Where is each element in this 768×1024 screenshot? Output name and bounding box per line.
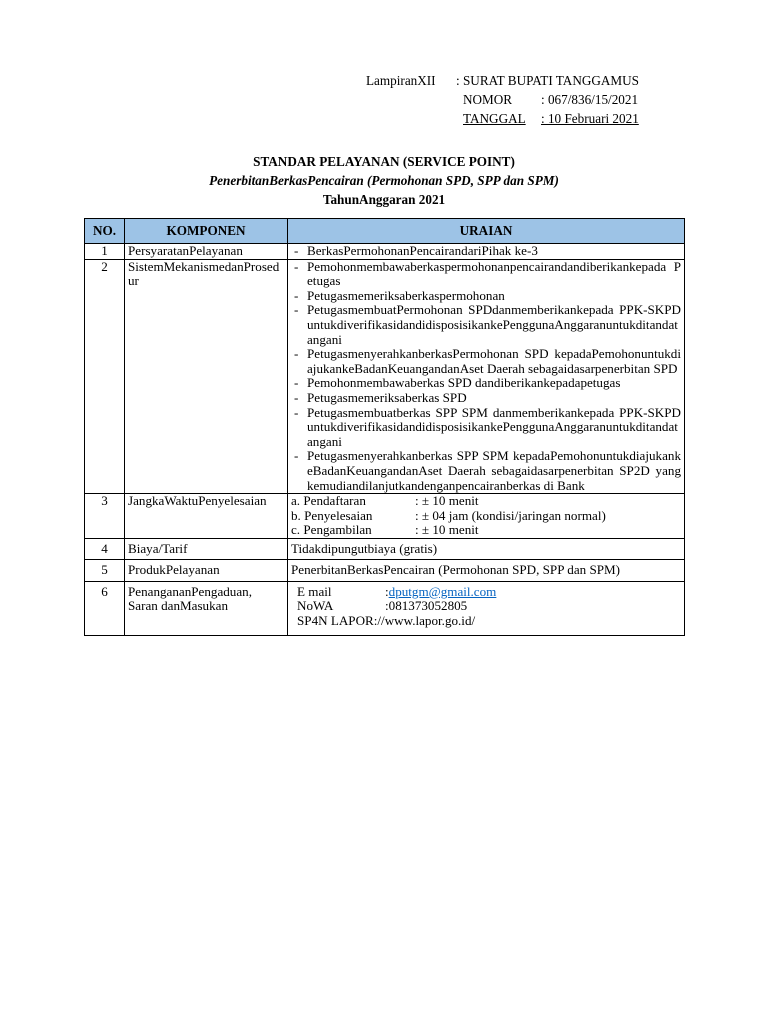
nomor-label: NOMOR xyxy=(463,92,513,107)
row-uraian xyxy=(288,244,685,260)
tanggal-value: : 10 Februari 2021 xyxy=(541,111,639,126)
page-title: STANDAR PELAYANAN (SERVICE POINT) xyxy=(253,154,515,169)
timing-item: c. Pengambilan : ± 10 menit xyxy=(291,522,479,538)
list-item: - BerkasPermohonanPencairandariPihak ke-3 xyxy=(291,244,681,259)
fiscal-year: TahunAnggaran 2021 xyxy=(322,192,446,207)
table-row xyxy=(85,581,685,635)
row-number: 5 xyxy=(85,559,125,581)
row-komponen: SistemMekanismedanProsedur xyxy=(125,259,288,494)
row-uraian xyxy=(288,581,685,635)
list-item: - Petugasmemeriksaberkaspermohonan xyxy=(291,289,681,304)
row-komponen: PersyaratanPelayanan xyxy=(125,244,288,260)
row-uraian xyxy=(288,259,685,494)
list-item: - PetugasmenyerahkanberkasPermohonan SPD kepadaPemohonuntukdiajukankeBadanKeuangandanAset Daerah sebagaidasarpenerbitan SPD xyxy=(291,347,681,376)
row-komponen: JangkaWaktuPenyelesaian xyxy=(125,494,288,539)
tanggal-label: TANGGAL xyxy=(463,111,526,126)
row-number: 4 xyxy=(85,538,125,559)
column-header-no: NO. xyxy=(85,219,125,244)
list-item: - PetugasmembuatPermohonan SPDdanmemberikankepada PPK-SKPDuntukdiverifikasidandidisposisikankePenggunaAnggaranuntukditandatangani xyxy=(291,303,681,347)
row-number: 1 xyxy=(85,244,125,260)
row-uraian: Tidakdipungutbiaya (gratis) xyxy=(288,538,685,559)
row-komponen: PenangananPengaduan, Saran danMasukan xyxy=(125,581,288,635)
list-item: - Petugasmembuatberkas SPP SPM danmemberikankepada PPK-SKPD untukdiverifikasidandidisposisikankePenggunaAnggaranuntukditandatangani xyxy=(291,406,681,450)
row-komponen: ProdukPelayanan xyxy=(125,559,288,581)
table-row xyxy=(85,244,685,260)
row-number: 3 xyxy=(85,494,125,539)
nomor-value: : 067/836/15/2021 xyxy=(541,92,639,107)
lampiran-label: LampiranXII xyxy=(366,73,436,88)
table-header-row xyxy=(85,219,685,244)
table-row xyxy=(85,259,685,494)
table-row xyxy=(85,538,685,559)
column-header-uraian: URAIAN xyxy=(288,219,685,244)
row-number: 6 xyxy=(85,581,125,635)
contact-lapor: SP4N LAPOR : //www.lapor.go.id/ xyxy=(297,613,476,629)
row-uraian: PenerbitanBerkasPencairan (Permohonan SPD, SPP dan SPM) xyxy=(288,559,685,581)
row-number: 2 xyxy=(85,259,125,494)
table-row xyxy=(85,559,685,581)
contact-whatsapp: NoWA : 081373052805 xyxy=(297,598,468,614)
timing-item: b. Penyelesaian : ± 04 jam (kondisi/jaringan normal) xyxy=(291,507,606,523)
list-item: - Pemohonmembawaberkas SPD dandiberikankepadapetugas xyxy=(291,376,681,391)
contact-email: E mail : dputgm@gmail.com xyxy=(297,583,497,599)
column-header-komponen: KOMPONEN xyxy=(125,219,288,244)
document-titles xyxy=(84,152,684,209)
table-row xyxy=(85,494,685,539)
list-item: - Petugasmemeriksaberkas SPD xyxy=(291,391,681,406)
row-uraian xyxy=(288,494,685,539)
timing-item: a. Pendaftaran : ± 10 menit xyxy=(291,493,479,509)
row-komponen: Biaya/Tarif xyxy=(125,538,288,559)
service-standard-table xyxy=(84,218,685,636)
list-item: - Petugasmenyerahkanberkas SPP SPM kepadaPemohonuntukdiajukankeBadanKeuangandanAset Daerah sebagaidasarpenerbitan SP2D yang kemudiandilanjutkandenganpencairanberkas di Bank xyxy=(291,449,681,493)
list-item: - Pemohonmembawaberkaspermohonanpencairandandiberikankepada Petugas xyxy=(291,260,681,289)
page-subtitle: PenerbitanBerkasPencairan (Permohonan SPD, SPP dan SPM) xyxy=(209,173,559,188)
lampiran-value: : SURAT BUPATI TANGGAMUS xyxy=(456,73,639,88)
email-link[interactable]: dputgm@gmail.com xyxy=(388,583,497,599)
letter-reference xyxy=(366,71,639,128)
